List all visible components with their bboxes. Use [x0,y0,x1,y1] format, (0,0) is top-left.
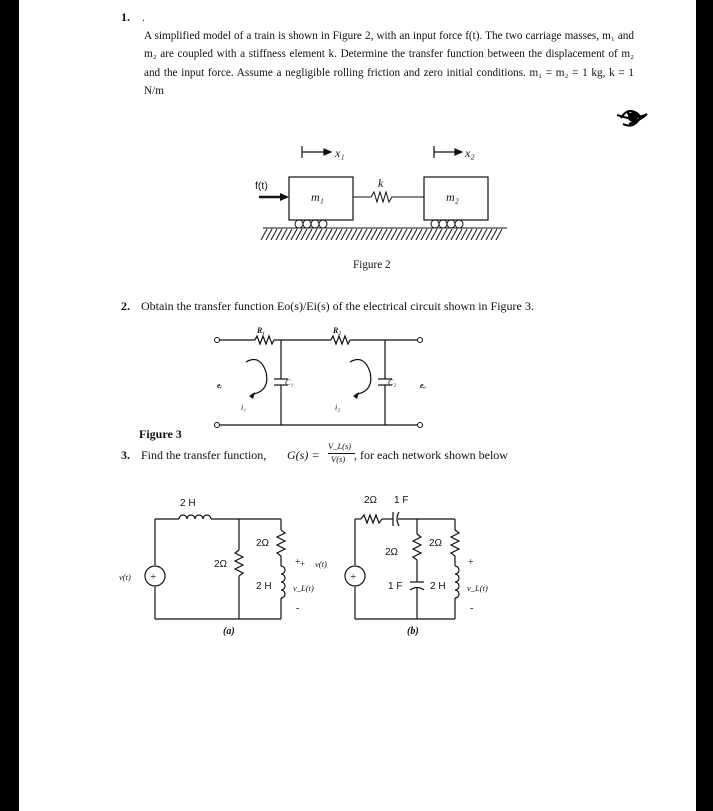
figure2-caption: Figure 2 [353,259,391,271]
q3-text-after: , for each network shown below [354,448,508,462]
b-vl-label: v_L(t) [467,583,488,593]
q3-gs: G(s) = [287,448,320,462]
q3-numerator: V_L(s) [328,441,352,451]
b-inductor-right [455,566,459,598]
ei-label: eᵢ [217,381,222,390]
a-inductor-top-label: 2 H [180,498,196,509]
b-vl-minus: - [470,603,474,614]
b-source-plus-outer: + [300,559,306,569]
q3-number: 3. [121,448,130,462]
q1-dot: . [142,10,145,24]
c2-label: C₂ [388,378,397,387]
b-capacitor-top-label: 1 F [394,495,409,506]
r2-label: R₂ [333,326,342,335]
a-figure-label: (a) [223,626,235,637]
a-vl-plus: + [295,557,301,568]
q3-text-before: Find the transfer function, [141,448,267,462]
b-capacitor-mid-label: 1 F [388,581,403,592]
i1-label: i₁ [241,403,247,412]
q2-text: Obtain the transfer function Eo(s)/Ei(s) of the electrical circuit shown in Figure 3. [141,299,534,313]
c1-label: C₁ [285,378,294,387]
b-source-plus: + [350,571,357,583]
a-resistor-right-label: 2Ω [256,538,270,549]
r1-label: R₁ [257,326,266,335]
figure3-caption: Figure 3 [139,427,182,441]
a-vl-label: v_L(t) [293,583,314,593]
i2-label: i₂ [335,403,341,412]
page-sheet [19,0,696,811]
b-resistor-mid [413,534,421,560]
b-resistor-top-label: 2Ω [364,495,378,506]
mass1-label: m₁ [311,190,324,204]
x2-label: x₂ [465,146,475,160]
q1-text: A simplified model of a train is shown in Figure 2, with an input force f(t). The two carriage masses, m₁ and m₂ are coupled with a stiffness element k. Determine the transfer function between the displacement of m₂ and the input force. Assume a negligible rolling friction and zero initial conditions. m₁ = m₂ = 1 kg, k = 1 N/m [144,30,634,97]
b-source-label: v(t) [315,559,327,569]
a-vl-minus: - [296,603,300,614]
b-resistor-right [451,530,459,556]
spring-label: k [378,176,384,190]
a-inductor-right-label: 2 H [256,581,272,592]
b-vl-plus: + [468,557,474,568]
b-inductor-right-label: 2 H [430,581,446,592]
b-resistor-mid-label: 2Ω [385,547,399,558]
b-resistor-top [361,515,382,523]
force-label: f(t) [255,180,268,192]
x1-label: x₁ [335,146,345,160]
eo-label: eₒ [420,381,426,390]
q3-denominator: V(s) [331,454,346,464]
b-resistor-right-label: 2Ω [429,538,443,549]
b-figure-label: (b) [407,626,419,637]
circuit-b [19,0,696,811]
a-source-plus: + [150,571,157,583]
q2-number: 2. [121,299,130,313]
mass2-label: m₂ [446,190,459,204]
a-resistor-mid-label: 2Ω [214,559,228,570]
a-source-label: v(t) [119,572,131,582]
q1-number: 1. [121,10,130,24]
